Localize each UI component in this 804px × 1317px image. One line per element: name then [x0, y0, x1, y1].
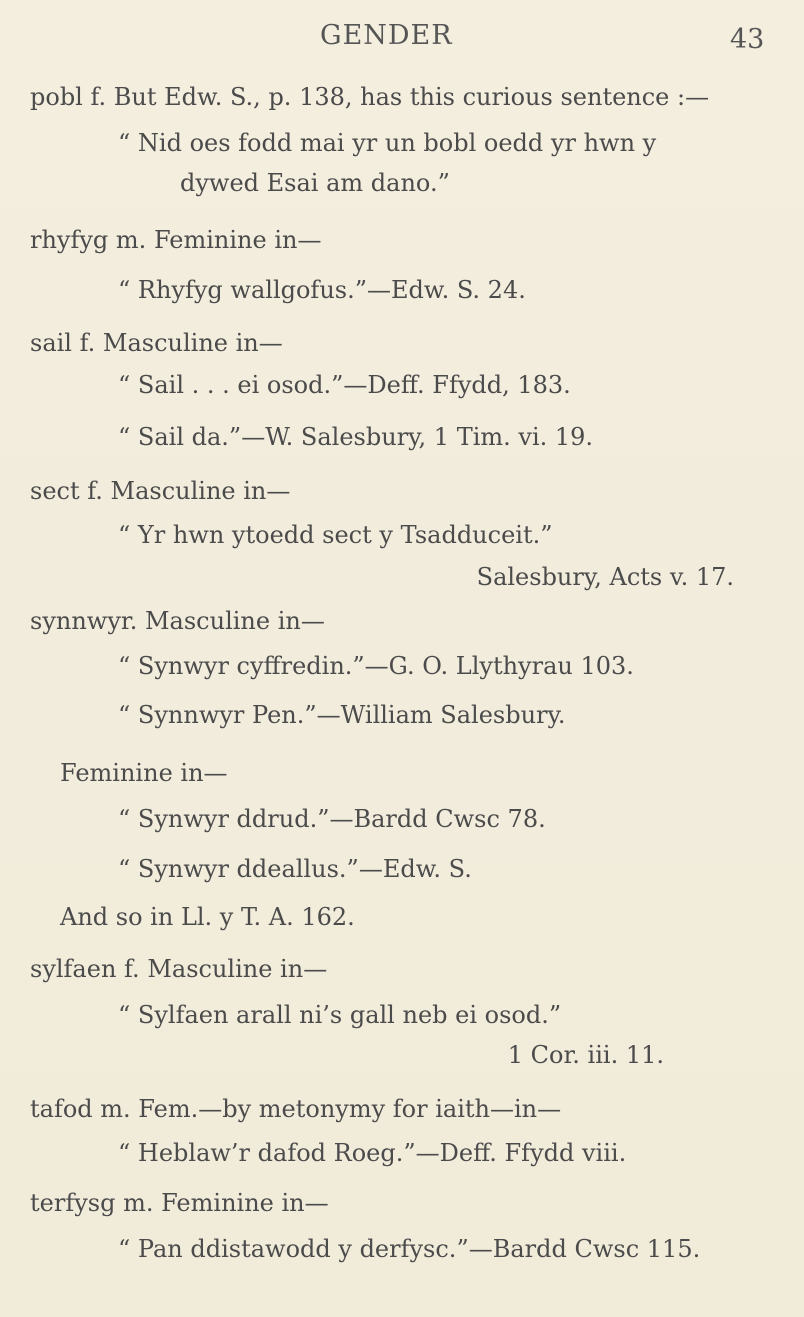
running-title: GENDER: [320, 20, 453, 51]
entry-pobl-headword: pobl f. But Edw. S., p. 138, has this curious sentence :—: [30, 83, 710, 111]
entry-sylfaen-source: 1 Cor. iii. 11.: [507, 1041, 664, 1069]
entry-synnwyr-quote-4: “ Synwyr ddeallus.”—Edw. S.: [118, 855, 472, 883]
page-number: 43: [730, 24, 765, 55]
entry-rhyfyg-headword: rhyfyg m. Feminine in—: [30, 226, 322, 254]
entry-synnwyr-quote-3: “ Synwyr ddrud.”—Bardd Cwsc 78.: [118, 805, 546, 833]
entry-sail-quote-2: “ Sail da.”—W. Salesbury, 1 Tim. vi. 19.: [118, 423, 594, 451]
entry-sect-quote: “ Yr hwn ytoedd sect y Tsadduceit.”: [118, 521, 553, 549]
entry-sail-quote-1: “ Sail . . . ei osod.”—Deff. Ffydd, 183.: [118, 371, 571, 399]
entry-pobl-quote-line-1: “ Nid oes fodd mai yr un bobl oedd yr hwn y: [118, 129, 657, 157]
entry-synnwyr-headword: synnwyr. Masculine in—: [30, 607, 325, 635]
entry-tafod-headword: tafod m. Fem.—by metonymy for iaith—in—: [30, 1095, 562, 1123]
entry-rhyfyg-quote: “ Rhyfyg wallgofus.”—Edw. S. 24.: [118, 276, 526, 304]
entry-terfysg-quote: “ Pan ddistawodd y derfysc.”—Bardd Cwsc 115.: [118, 1235, 701, 1263]
entry-sylfaen-headword: sylfaen f. Masculine in—: [30, 955, 328, 983]
entry-sylfaen-quote: “ Sylfaen arall ni’s gall neb ei osod.”: [118, 1001, 562, 1029]
entry-tafod-quote: “ Heblaw’r dafod Roeg.”—Deff. Ffydd viii.: [118, 1139, 627, 1167]
entry-pobl-quote-line-2: dywed Esai am dano.”: [180, 169, 450, 197]
entry-sect-source: Salesbury, Acts v. 17.: [476, 563, 734, 591]
entry-synnwyr-quote-2: “ Synnwyr Pen.”—William Salesbury.: [118, 701, 566, 729]
entry-synnwyr-quote-1: “ Synwyr cyffredin.”—G. O. Llythyrau 103.: [118, 652, 634, 680]
entry-sail-headword: sail f. Masculine in—: [30, 329, 283, 357]
entry-synnwyr-also-note: And so in Ll. y T. A. 162.: [60, 903, 355, 931]
entry-synnwyr-feminine-label: Feminine in—: [60, 759, 228, 787]
entry-sect-headword: sect f. Masculine in—: [30, 477, 291, 505]
running-header: [0, 20, 804, 60]
entry-terfysg-headword: terfysg m. Feminine in—: [30, 1189, 329, 1217]
